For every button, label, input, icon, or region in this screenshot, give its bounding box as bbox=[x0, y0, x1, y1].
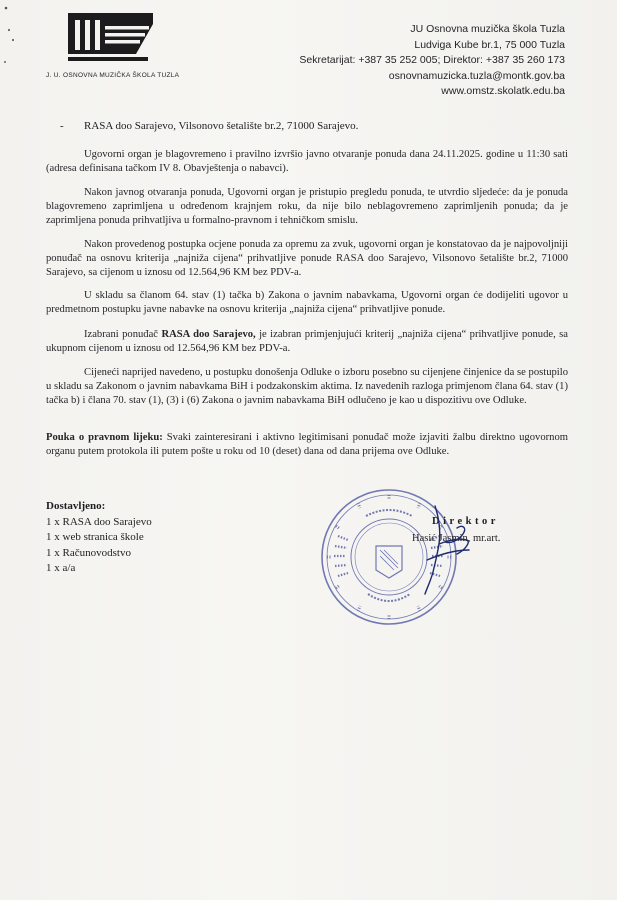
recipient-dash: - bbox=[60, 120, 64, 132]
legal-remedy-label: Pouka o pravnom lijeku: bbox=[46, 432, 163, 443]
selected-bidder-pre: Izabrani ponuđač bbox=[84, 329, 162, 340]
paragraph-evaluation: Nakon provedenog postupka ocjene ponuda za opremu za zvuk, ugovorni organ je konstatovao da je najpovoljniji ponuđač na osnovu kriterija „najniža cijena“ prihvatljive ponude RASA doo Sarajevo, Vilsonovo šetalište br.2, 71000 Sarajevo, sa cijenom u iznosu od 12.564,96 KM bez PDV-a. bbox=[46, 239, 568, 279]
paragraph-review: Nakon javnog otvaranja ponuda, Ugovorni organ je pristupio pregledu ponuda, te utvrdio sljedeće: da je ponuda blagovremeno zaprimljena u određenom krajnjem roku, da nije bilo neblagovremeno zaprimljenih ponuda; da je zaprimljena ponuda prihvatljiva u formalno-pravnom i tehničkom smislu. bbox=[46, 187, 568, 227]
school-name: JU Osnovna muzička škola Tuzla bbox=[410, 23, 565, 35]
distribution-item: 1 x RASA doo Sarajevo bbox=[46, 515, 152, 528]
paragraph-selected-bidder bbox=[46, 328, 568, 356]
signature-title: Direktor bbox=[432, 516, 499, 527]
distribution-item: 1 x web stranica škole bbox=[46, 531, 144, 543]
selected-bidder-post: je izabran primjenjujući kriterij „najniža cijena“ prihvatljive ponude, sa ukupnom cijenom u iznosu od 12.564,96 KM bez PDV-a. bbox=[46, 329, 568, 355]
school-logo-icon bbox=[48, 10, 158, 70]
distribution-item: 1 x a/a bbox=[46, 562, 76, 574]
paragraph-opening: Ugovorni organ je blagovremeno i pravilno izvršio javno otvaranje ponuda dana 24.11.2025. godine u 11:30 sati (adresa definisana tačkom IV 8. Obavještenja o nabavci). bbox=[46, 149, 568, 175]
website-url[interactable]: www.omstz.skolatk.edu.ba bbox=[441, 85, 565, 98]
distribution-heading: Dostavljeno: bbox=[46, 500, 106, 512]
school-address: Ludviga Kube br.1, 75 000 Tuzla bbox=[414, 38, 565, 51]
handwritten-signature-icon bbox=[405, 498, 515, 598]
email-address[interactable]: osnovnamuzicka.tuzla@montk.gov.ba bbox=[388, 69, 565, 82]
phone-numbers: Sekretarijat: +387 35 252 005; Direktor: +387 35 260 173 bbox=[299, 54, 565, 67]
distribution-list bbox=[46, 499, 152, 577]
distribution-item: 1 x Računovodstvo bbox=[46, 546, 131, 559]
letterhead-contact bbox=[299, 22, 565, 100]
paragraph-legal-basis: U skladu sa članom 64. stav (1) tačka b) Zakona o javnim nabavkama, Ugovorni organ će dodijeliti ugovor u predmetnom postupku javne nabavke na osnovu kriterija „najniža cijena“ prihvatljive ponude. bbox=[46, 290, 568, 316]
scan-edge-marks bbox=[0, 0, 20, 70]
selected-bidder-name: RASA doo Sarajevo, bbox=[161, 329, 256, 340]
recipient-text: RASA doo Sarajevo, Vilsonovo šetalište br.2, 71000 Sarajevo. bbox=[84, 120, 359, 132]
logo-caption: J. U. OSNOVNA MUZIČKA ŠKOLA TUZLA bbox=[46, 72, 180, 79]
legal-remedy-notice bbox=[46, 431, 568, 459]
legal-remedy-text: Svaki zainteresirani i aktivno legitimisani ponuđač može izjaviti žalbu direktno ugovornom organu putem protokola ili putem pošte u roku od 10 (deset) dana od dana prijema ove Odluke. bbox=[46, 432, 568, 458]
recipient-line bbox=[60, 120, 359, 132]
signature-name: Hasić Jasmin, mr.art. bbox=[412, 533, 501, 544]
paragraph-reasoning: Cijeneći naprijed navedeno, u postupku donošenja Odluke o izboru posebno su cijenjene činjenice da se postupilo u skladu sa Zakonom o javnim nabavkama BiH i podzakonskim aktima. Iz navedenih razloga primjenom člana 64. stav (1) tačka b) i člana 70. stav (1), (3) i (6) Zakona o javnim nabavkama BiH odlučeno je kao u dispozitivu ove Odluke. bbox=[46, 367, 568, 407]
